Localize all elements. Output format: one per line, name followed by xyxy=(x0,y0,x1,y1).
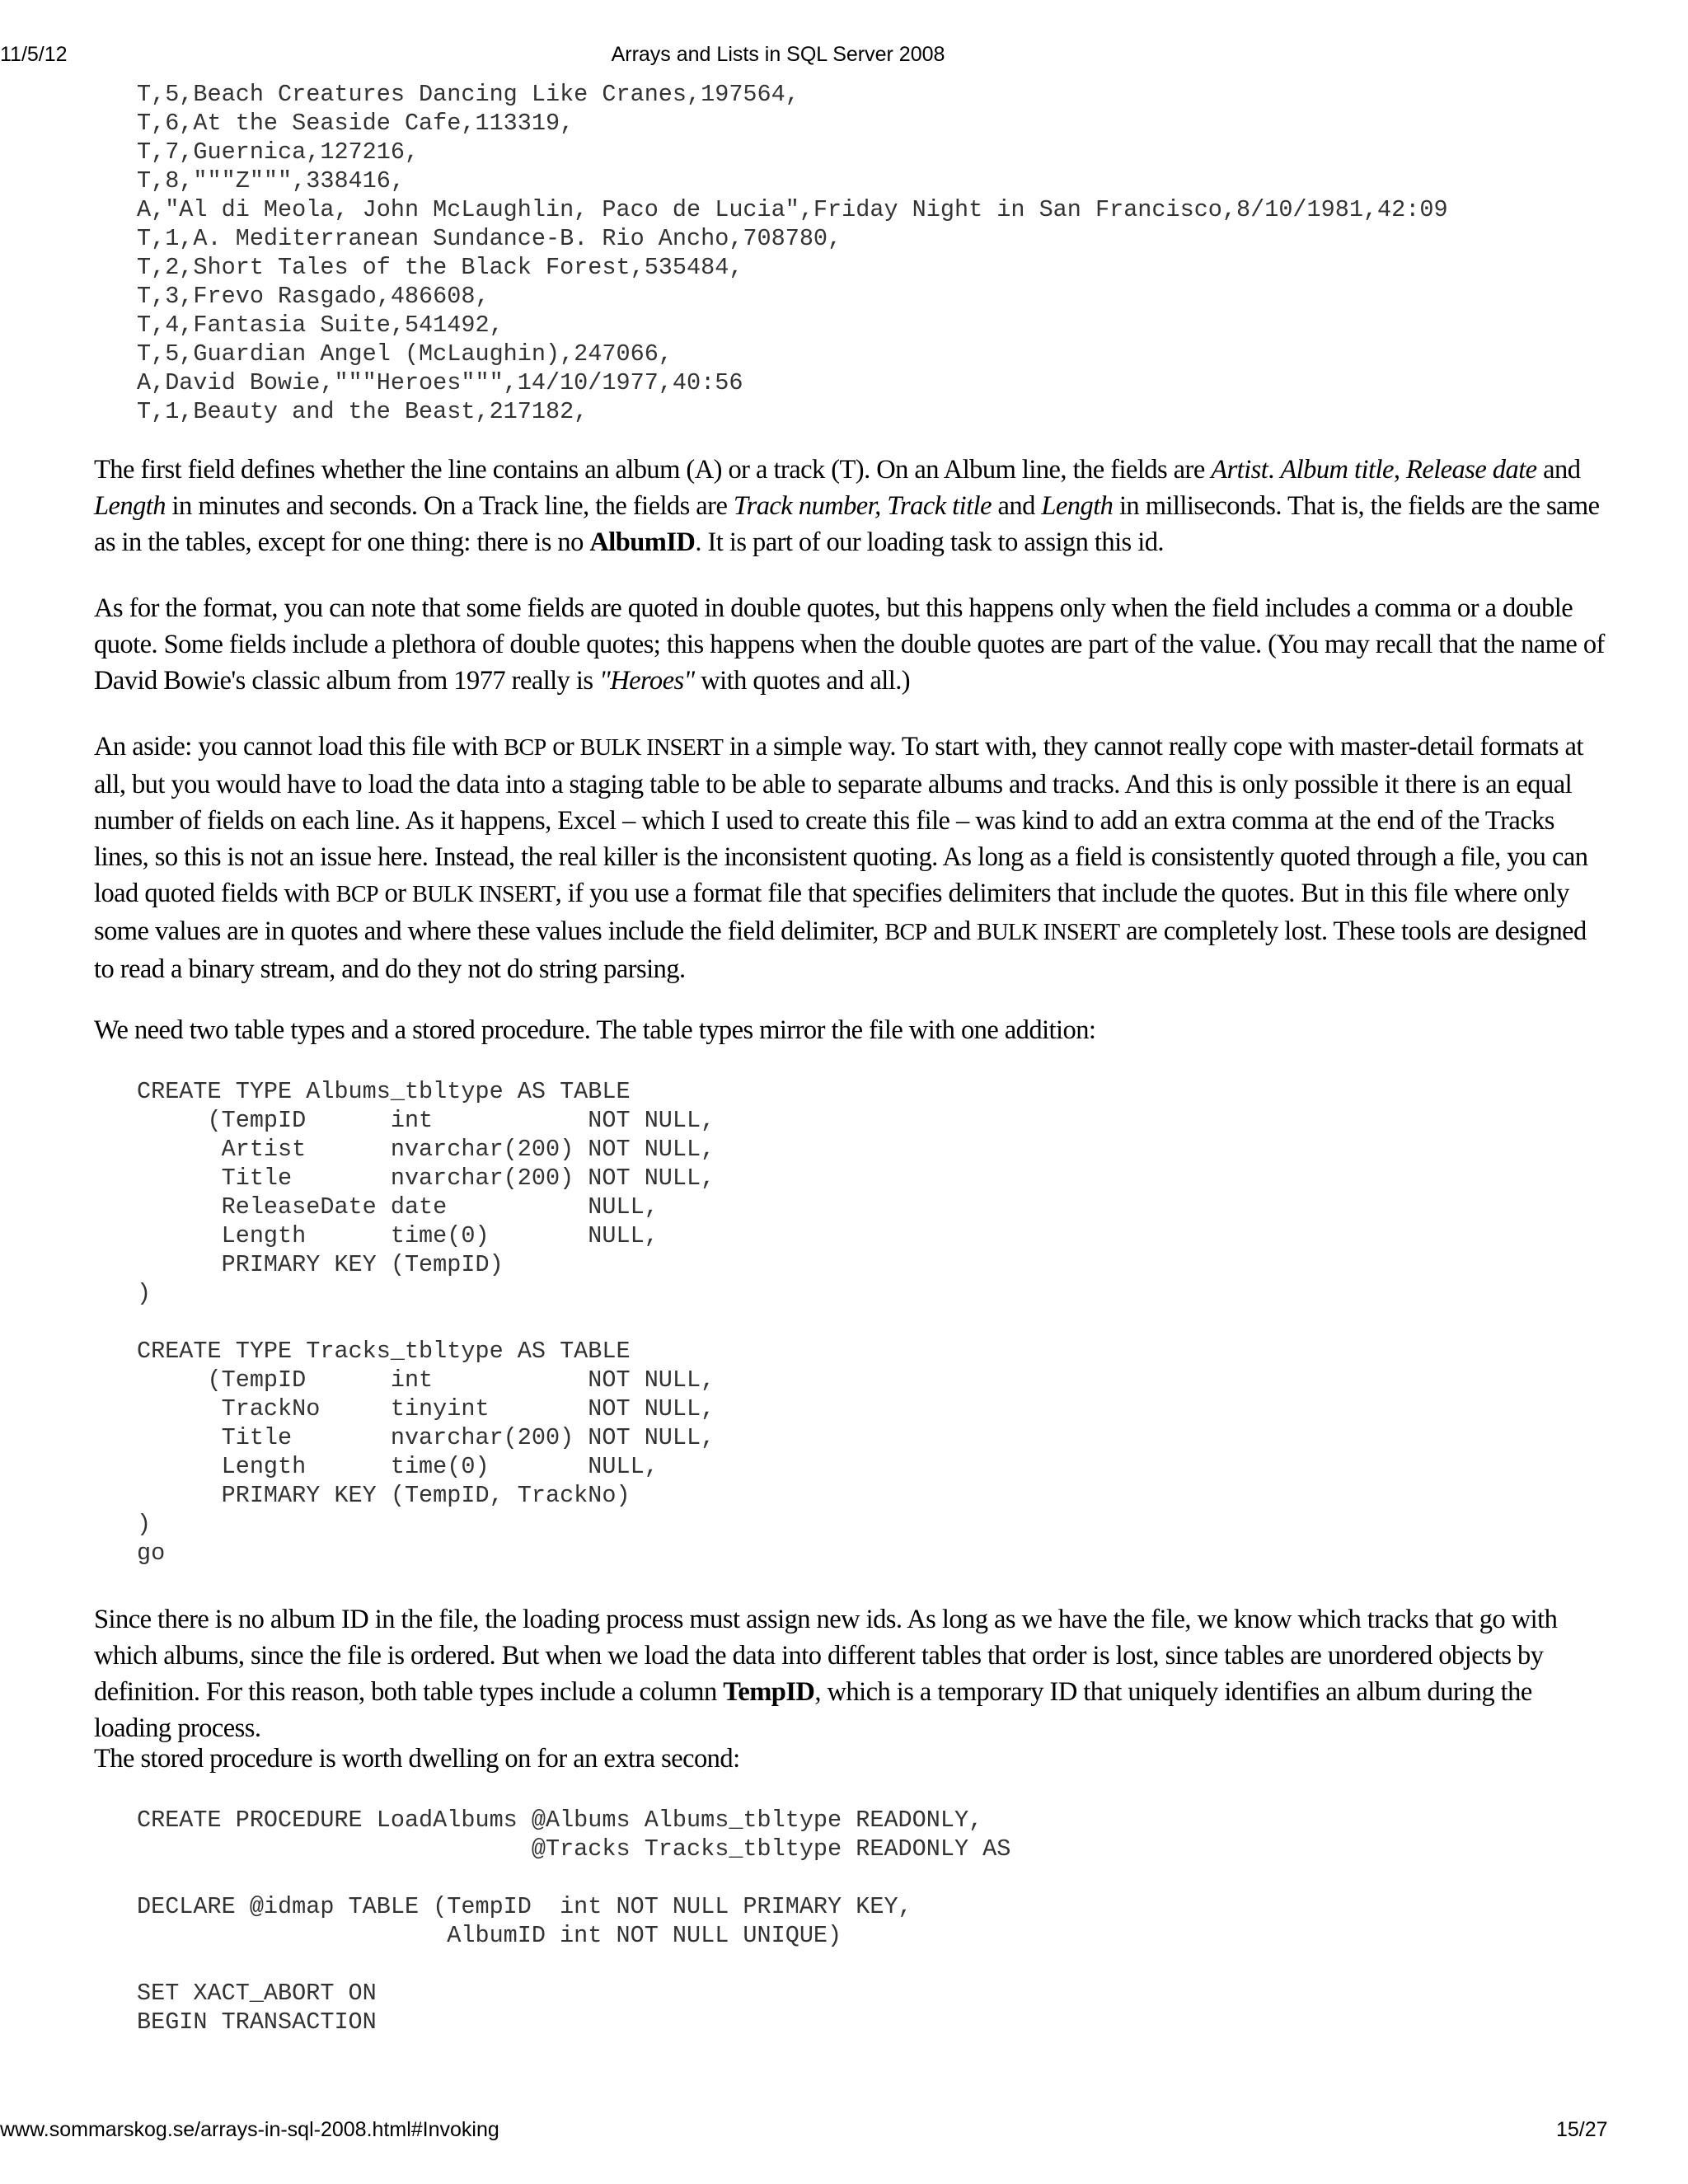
paragraph-bcp-aside: An aside: you cannot load this file with BCP or BULK INSERT in a simple way. To start with, they cannot really cope with master-detail formats at all, but you would have to load the data into a staging table to be able to separate albums and tracks. And this is only possible it there is an equal number of fields on each line. As it happens, Excel – which I used to create this file – was kind to add an extra comma at the end of the Tracks lines, so this is not an issue here. Instead, the real killer is the inconsistent quoting. As long as a field is consistently quoted through a file, you can load quoted fields with BCP or BULK INSERT, if you use a format file that specifies delimiters that include the quotes. But in this file where only some values are in quotes and where these values include the field delimiter, BCP and BULK INSERT are completely lost. These tools are designed to read a binary stream, and do they not do string parsing. xyxy=(94,732,1588,984)
print-date: 11/5/12 xyxy=(0,43,68,66)
paragraph-table-types-intro: We need two table types and a stored procedure. The table types mirror the file with one addition: xyxy=(94,1015,1096,1045)
data-file-listing: T,5,Beach Creatures Dancing Like Cranes,197564, T,6,At the Seaside Cafe,113319, T,7,Guernica,127216, T,8,"""Z""",338416, A,"Al di Meola, John McLaughlin, Paco de Lucia",Friday Night in San Francisco,8/10/1981,42:09 T,1,A. Mediterranean Sundance-B. Rio Ancho,708780, T,2,Short Tales of the Black Forest,535484, T,3,Frevo Rasgado,486608, T,4,Fantasia Suite,541492, T,5,Guardian Angel (McLaughin),247066, A,David Bowie,"""Heroes""",14/10/1977,40:56 T,1,Beauty and the Beast,217182, xyxy=(137,81,1448,425)
paragraph-field-definitions: The first field defines whether the line contains an album (A) or a track (T). On an Album line, the fields are Artist. Album title, Release date and Length in minutes and seconds. On a Track line, the fields are Track number, Track title and Length in milliseconds. That is, the fields are the same as in the tables, except for one thing: there is no AlbumID. It is part of our loading task to assign this id. xyxy=(94,455,1600,557)
code-block-stored-procedure: CREATE PROCEDURE LoadAlbums @Albums Albums_tbltype READONLY, @Tracks Tracks_tbltype READONLY AS DECLARE @idmap TABLE (TempID int NOT NULL PRIMARY KEY, AlbumID int NOT NULL UNIQUE) SET XACT_ABORT ON BEGIN TRANSACTION xyxy=(137,1807,1011,2036)
paragraph-tempid-explanation: Since there is no album ID in the file, the loading process must assign new ids. As long as we have the file, we know which tracks that go with which albums, since the file is ordered. But when we load the data into different tables that order is lost, since tables are unordered objects by definition. For this reason, both table types include a column TempID, which is a temporary ID that uniquely identifies an album during the loading process. xyxy=(94,1605,1558,1743)
page-title: Arrays and Lists in SQL Server 2008 xyxy=(611,43,945,66)
code-block-table-types: CREATE TYPE Albums_tbltype AS TABLE (TempID int NOT NULL, Artist nvarchar(200) NOT NULL, Title nvarchar(200) NOT NULL, ReleaseDate date NULL, Length time(0) NULL, PRIMARY KEY (TempID) ) CREATE TYPE Tracks_tbltype AS TABLE (TempID int NOT NULL, TrackNo tinyint NOT NULL, Title nvarchar(200) NOT NULL, Length time(0) NULL, PRIMARY KEY (TempID, TrackNo) ) go xyxy=(137,1078,715,1567)
page-url: www.sommarskog.se/arrays-in-sql-2008.html#Invoking xyxy=(0,2118,499,2141)
page-number: 15/27 xyxy=(1556,2118,1608,2141)
paragraph-quoting-format: As for the format, you can note that some fields are quoted in double quotes, but this happens only when the field includes a comma or a double quote. Some fields include a plethora of double quotes; this happens when the double quotes are part of the value. (You may recall that the name of David Bowie's classic album from 1977 really is "Heroes" with quotes and all.) xyxy=(94,593,1605,696)
paragraph-procedure-intro: The stored procedure is worth dwelling on for an extra second: xyxy=(94,1744,740,1774)
